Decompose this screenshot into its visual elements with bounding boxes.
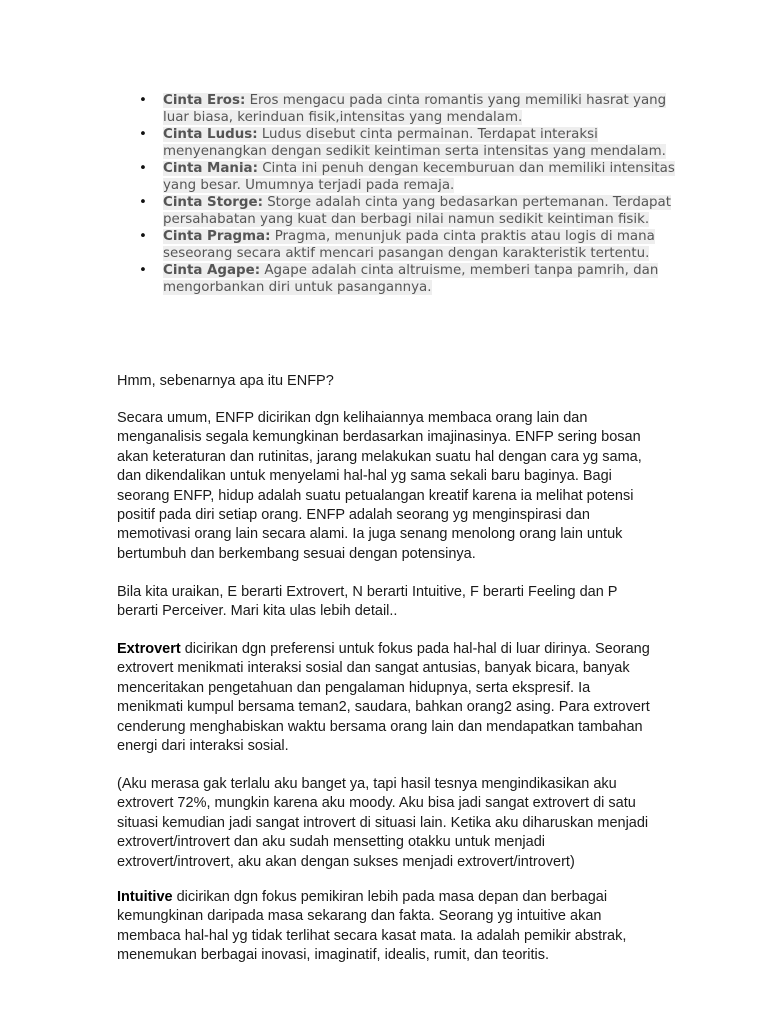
list-item (139, 228, 683, 262)
list-item (139, 160, 683, 194)
list-item (139, 126, 683, 160)
extrovert-term: Extrovert (117, 641, 181, 657)
bullet-icon: • (139, 161, 147, 176)
list-item-text (163, 93, 666, 125)
love-type-term: Cinta Eros: (163, 93, 246, 108)
love-type-desc: Pragma, menunjuk pada cinta praktis atau logis di mana seseorang secara aktif mencari pasangan dengan karakteristik tertentu. (163, 229, 655, 261)
love-type-desc: Storge adalah cinta yang bedasarkan pertemanan. Terdapat persahabatan yang kuat dan berbagi nilai namun sedikit keintiman fisik. (163, 195, 671, 227)
bullet-icon: • (139, 195, 147, 210)
bullet-icon: • (139, 263, 147, 278)
list-item-text (163, 161, 675, 193)
love-types-list (137, 92, 683, 296)
love-type-desc: Eros mengacu pada cinta romantis yang memiliki hasrat yang luar biasa, kerinduan fisik,intensitas yang mendalam. (163, 93, 667, 125)
list-item-text (163, 229, 655, 261)
love-type-term: Cinta Pragma: (163, 229, 271, 244)
list-item-text (163, 263, 658, 295)
bullet-icon: • (139, 127, 147, 142)
love-type-term: Cinta Storge: (163, 195, 263, 210)
list-item-text (163, 195, 671, 227)
love-type-term: Cinta Agape: (163, 263, 261, 278)
enfp-question: Hmm, sebenarnya apa itu ENFP? (117, 373, 334, 389)
love-type-desc: Cinta ini penuh dengan kecemburuan dan memiliki intensitas yang besar. Umumnya terjadi pada remaja. (163, 161, 675, 193)
intuitive-term: Intuitive (117, 889, 173, 905)
intuitive-paragraph (117, 888, 652, 966)
love-type-term: Cinta Mania: (163, 161, 258, 176)
intuitive-body: dicirikan dgn fokus pemikiran lebih pada masa depan dan berbagai kemungkinan daripada masa sekarang dan fakta. Seorang yg intuitive akan membaca hal-hal yg tidak terlihat secara kasat mata. Ia adalah pemikir abstrak, menemukan berbagai inovasi, imaginatif, idealis, rumit, dan teoritis. (117, 889, 627, 964)
bullet-icon: • (139, 229, 147, 244)
enfp-breakdown-paragraph: Bila kita uraikan, E berarti Extrovert, N berarti Intuitive, F berarti Feeling dan P berarti Perceiver. Mari kita ulas lebih detail.. (117, 584, 618, 620)
love-type-term: Cinta Ludus: (163, 127, 258, 142)
list-item (139, 262, 683, 296)
extrovert-body: dicirikan dgn preferensi untuk fokus pada hal-hal di luar dirinya. Seorang extrovert menikmati interaksi sosial dan sangat antusias, banyak bicara, banyak menceritakan pengetahuan dan pengalaman hidupnya, serta ekspresif. Ia menikmati kumpul bersama teman2, saudara, bahkan orang2 asing. Para extrovert cenderung menghabiskan waktu bersama orang lain dan mendapatkan tambahan energi dari interaksi sosial. (117, 641, 650, 755)
love-type-desc: Ludus disebut cinta permainan. Terdapat interaksi menyenangkan dengan sedikit keintiman serta intensitas yang mendalam. (163, 127, 666, 159)
personal-note-paragraph: (Aku merasa gak terlalu aku banget ya, tapi hasil tesnya mengindikasikan aku extrovert 72%, mungkin karena aku moody. Aku bisa jadi sangat extrovert di satu situasi kemudian jadi sangat introvert di situasi lain. Ketika aku diharuskan menjadi extrovert/introvert dan aku sudah mensetting otakku untuk menjadi extrovert/introvert, aku akan dengan sukses menjadi extrovert/introvert) (117, 776, 649, 870)
enfp-general-paragraph: Secara umum, ENFP dicirikan dgn kelihaiannya membaca orang lain dan menganalisis segala kemungkinan berdasarkan imajinasinya. ENFP sering bosan akan keteraturan dan rutinitas, jarang melakukan suatu hal dengan cara yg sama, dan dikendalikan untuk menyelami hal-hal yg sama sekali baru baginya. Bagi seorang ENFP, hidup adalah suatu petualangan kreatif karena ia melihat potensi positif pada diri setiap orang. ENFP adalah seorang yg menginspirasi dan memotivasi orang lain secara alami. Ia juga senang menolong orang lain untuk bertumbuh dan berkembang sesuai dengan potensinya. (117, 410, 642, 562)
bullet-icon: • (139, 93, 147, 108)
list-item (139, 194, 683, 228)
love-type-desc: Agape adalah cinta altruisme, memberi tanpa pamrih, dan mengorbankan diri untuk pasangannya. (163, 263, 659, 295)
list-item (139, 92, 683, 126)
extrovert-paragraph (117, 640, 652, 756)
list-item-text (163, 127, 666, 159)
